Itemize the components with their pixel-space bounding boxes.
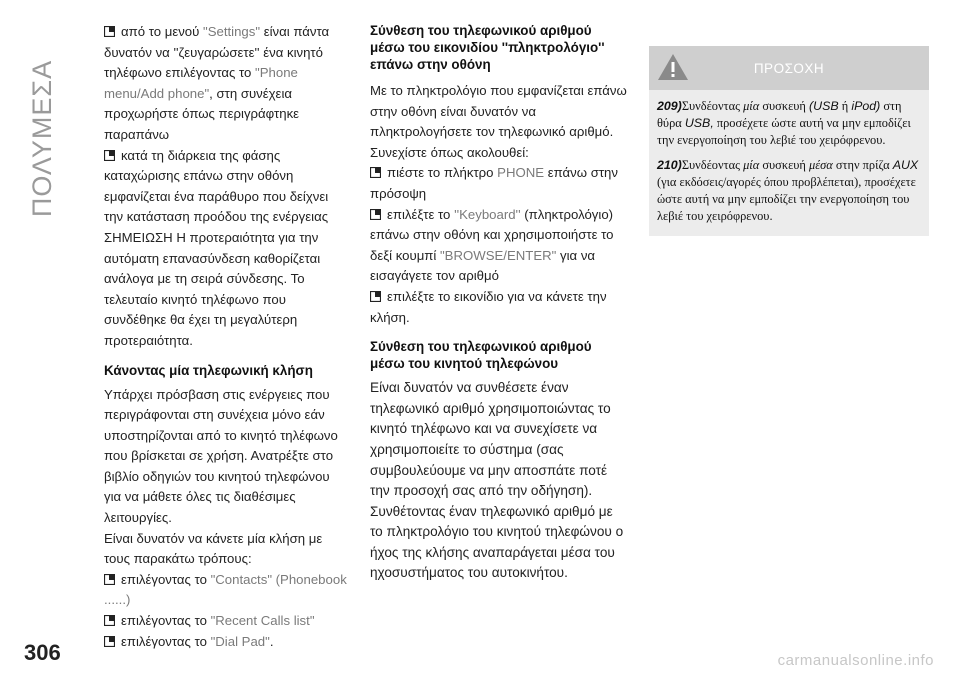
bullet-settings: από το μενού "Settings" είναι πάντα δυνατόν να ''ζευγαρώσετε'' ένα κινητό τηλέφωνο επιλέγοντας το "Phone menu/Add phone", στη συνέχεια προχωρήστε όπως περιγράφτηκε παραπάνω [104, 24, 330, 142]
warning-body [649, 90, 929, 225]
checkbox-bullet-icon [370, 291, 381, 302]
warning-note-210: 210)Συνδέοντας μία συσκευή μέσα στην πρίζα AUX (για εκδόσεις/αγορές όπου προβλέπεται), προσέχετε ώστε αυτή να μην εμποδίζει την ενεργοποίηση του λεβιέ του χειρόφρενου. [657, 158, 919, 223]
bullet-contacts: επιλέγοντας το "Contacts" (Phonebook ......) [104, 571, 347, 608]
column-left [104, 22, 350, 652]
paragraph-mobile-dial: Είναι δυνατόν να συνθέσετε έναν τηλεφωνικό αριθμό χρησιμοποιώντας το κινητό τηλέφωνο και να συνεχίσετε να χρησιμοποιείτε το σύστημα (σας συμβουλεύουμε να μην αποσπάτε ποτέ την προσοχή σας από την οδήγηση). Συνθέτοντας έναν τηλεφωνικό αριθμό με το πληκτρολόγιο του κινητού τηλεφώνου ο ήχος της κλήσης αναπαράγεται μέσα του ηχοσυστήματος του αυτοκινήτου. [370, 380, 624, 581]
bullet-registration: κατά τη διάρκεια της φάσης καταχώρισης επάνω στην οθόνη εμφανίζεται ένα παράθυρο που δείχνει την κατάσταση προόδου της ενέργειας ΣΗΜΕΙΩΣΗ Η προτεραιότητα για την αυτόματη επανασύνδεση καθορίζεται ανάλογα με τη σειρά σύνδεσης. Το τελευταίο κινητό τηλέφωνο που συνδέθηκε θα έχει τη μεγαλύτερη προτεραιότητα. [104, 147, 329, 348]
column-middle [370, 22, 628, 584]
checkbox-bullet-icon [104, 636, 115, 647]
chapter-title-text: ΠΟΛΥΜΕΣΑ [27, 59, 58, 217]
section-heading-mobile: Σύνθεση του τηλεφωνικού αριθμού μέσω του κινητού τηλεφώνου [370, 339, 592, 372]
section-heading-make-call: Κάνοντας μία τηλεφωνική κλήση [104, 362, 313, 378]
bullet-phone-key: πιέστε το πλήκτρο PHONE επάνω στην πρόσοψη [370, 165, 618, 201]
bullet-call-icon: επιλέξτε το εικονίδιο για να κάνετε την κλήση. [370, 288, 607, 325]
checkbox-bullet-icon [370, 209, 381, 220]
warning-title: ΠΡΟΣΟΧΗ [753, 60, 825, 76]
watermark: carmanualsonline.info [777, 652, 934, 669]
page-number: 306 [24, 640, 61, 665]
bullet-recent-calls: επιλέγοντας το "Recent Calls list" [104, 611, 350, 632]
bullet-keyboard: επιλέξτε το ''Keyboard'' (πληκτρολόγιο) επάνω στην οθόνη και χρησιμοποιήστε το δεξί κουμπί "BROWSE/ENTER" για να εισαγάγετε τον αριθμό [370, 206, 614, 284]
warning-header [649, 46, 929, 90]
checkbox-bullet-icon [104, 574, 115, 585]
checkbox-bullet-icon [370, 167, 381, 178]
paragraph-availability: Υπάρχει πρόσβαση στις ενέργειες που περιγράφονται στη συνέχεια μόνο εάν υποστηρίζονται από το κινητό τηλέφωνο που βρίσκεται σε χρήση. Ανατρέξτε στο βιβλίο οδηγιών του κινητού τηλεφώνου για να μάθετε όλες τις διαθέσιμες λειτουργίες. [104, 386, 338, 526]
paragraph-keyboard-intro: Με το πληκτρολόγιο που εμφανίζεται επάνω στην οθόνη είναι δυνατόν να πληκτρολογήσετε τον τηλεφωνικό αριθμό. Συνεχίστε όπως ακολουθεί: [370, 83, 627, 160]
paragraph-ways: Είναι δυνατόν να κάνετε μία κλήση με τους παρακάτω τρόπους: [104, 530, 323, 567]
section-heading-keyboard: Σύνθεση του τηλεφωνικού αριθμού μέσω του εικονιδίου ''πληκτρολόγιο'' επάνω στην οθόνη [370, 23, 605, 72]
chapter-side-title [20, 28, 66, 248]
warning-box [649, 46, 929, 236]
checkbox-bullet-icon [104, 26, 115, 37]
warning-note-209: 209)Συνδέοντας μία συσκευή (USB ή iPod) στη θύρα USB, προσέχετε ώστε αυτή να μην εμποδίζει την ενεργοποίηση του λεβιέ του χειρόφρενου. [657, 99, 911, 147]
warning-triangle-icon [657, 52, 689, 82]
bullet-dial-pad: επιλέγοντας το "Dial Pad". [104, 632, 350, 653]
checkbox-bullet-icon [104, 615, 115, 626]
checkbox-bullet-icon [104, 150, 115, 161]
